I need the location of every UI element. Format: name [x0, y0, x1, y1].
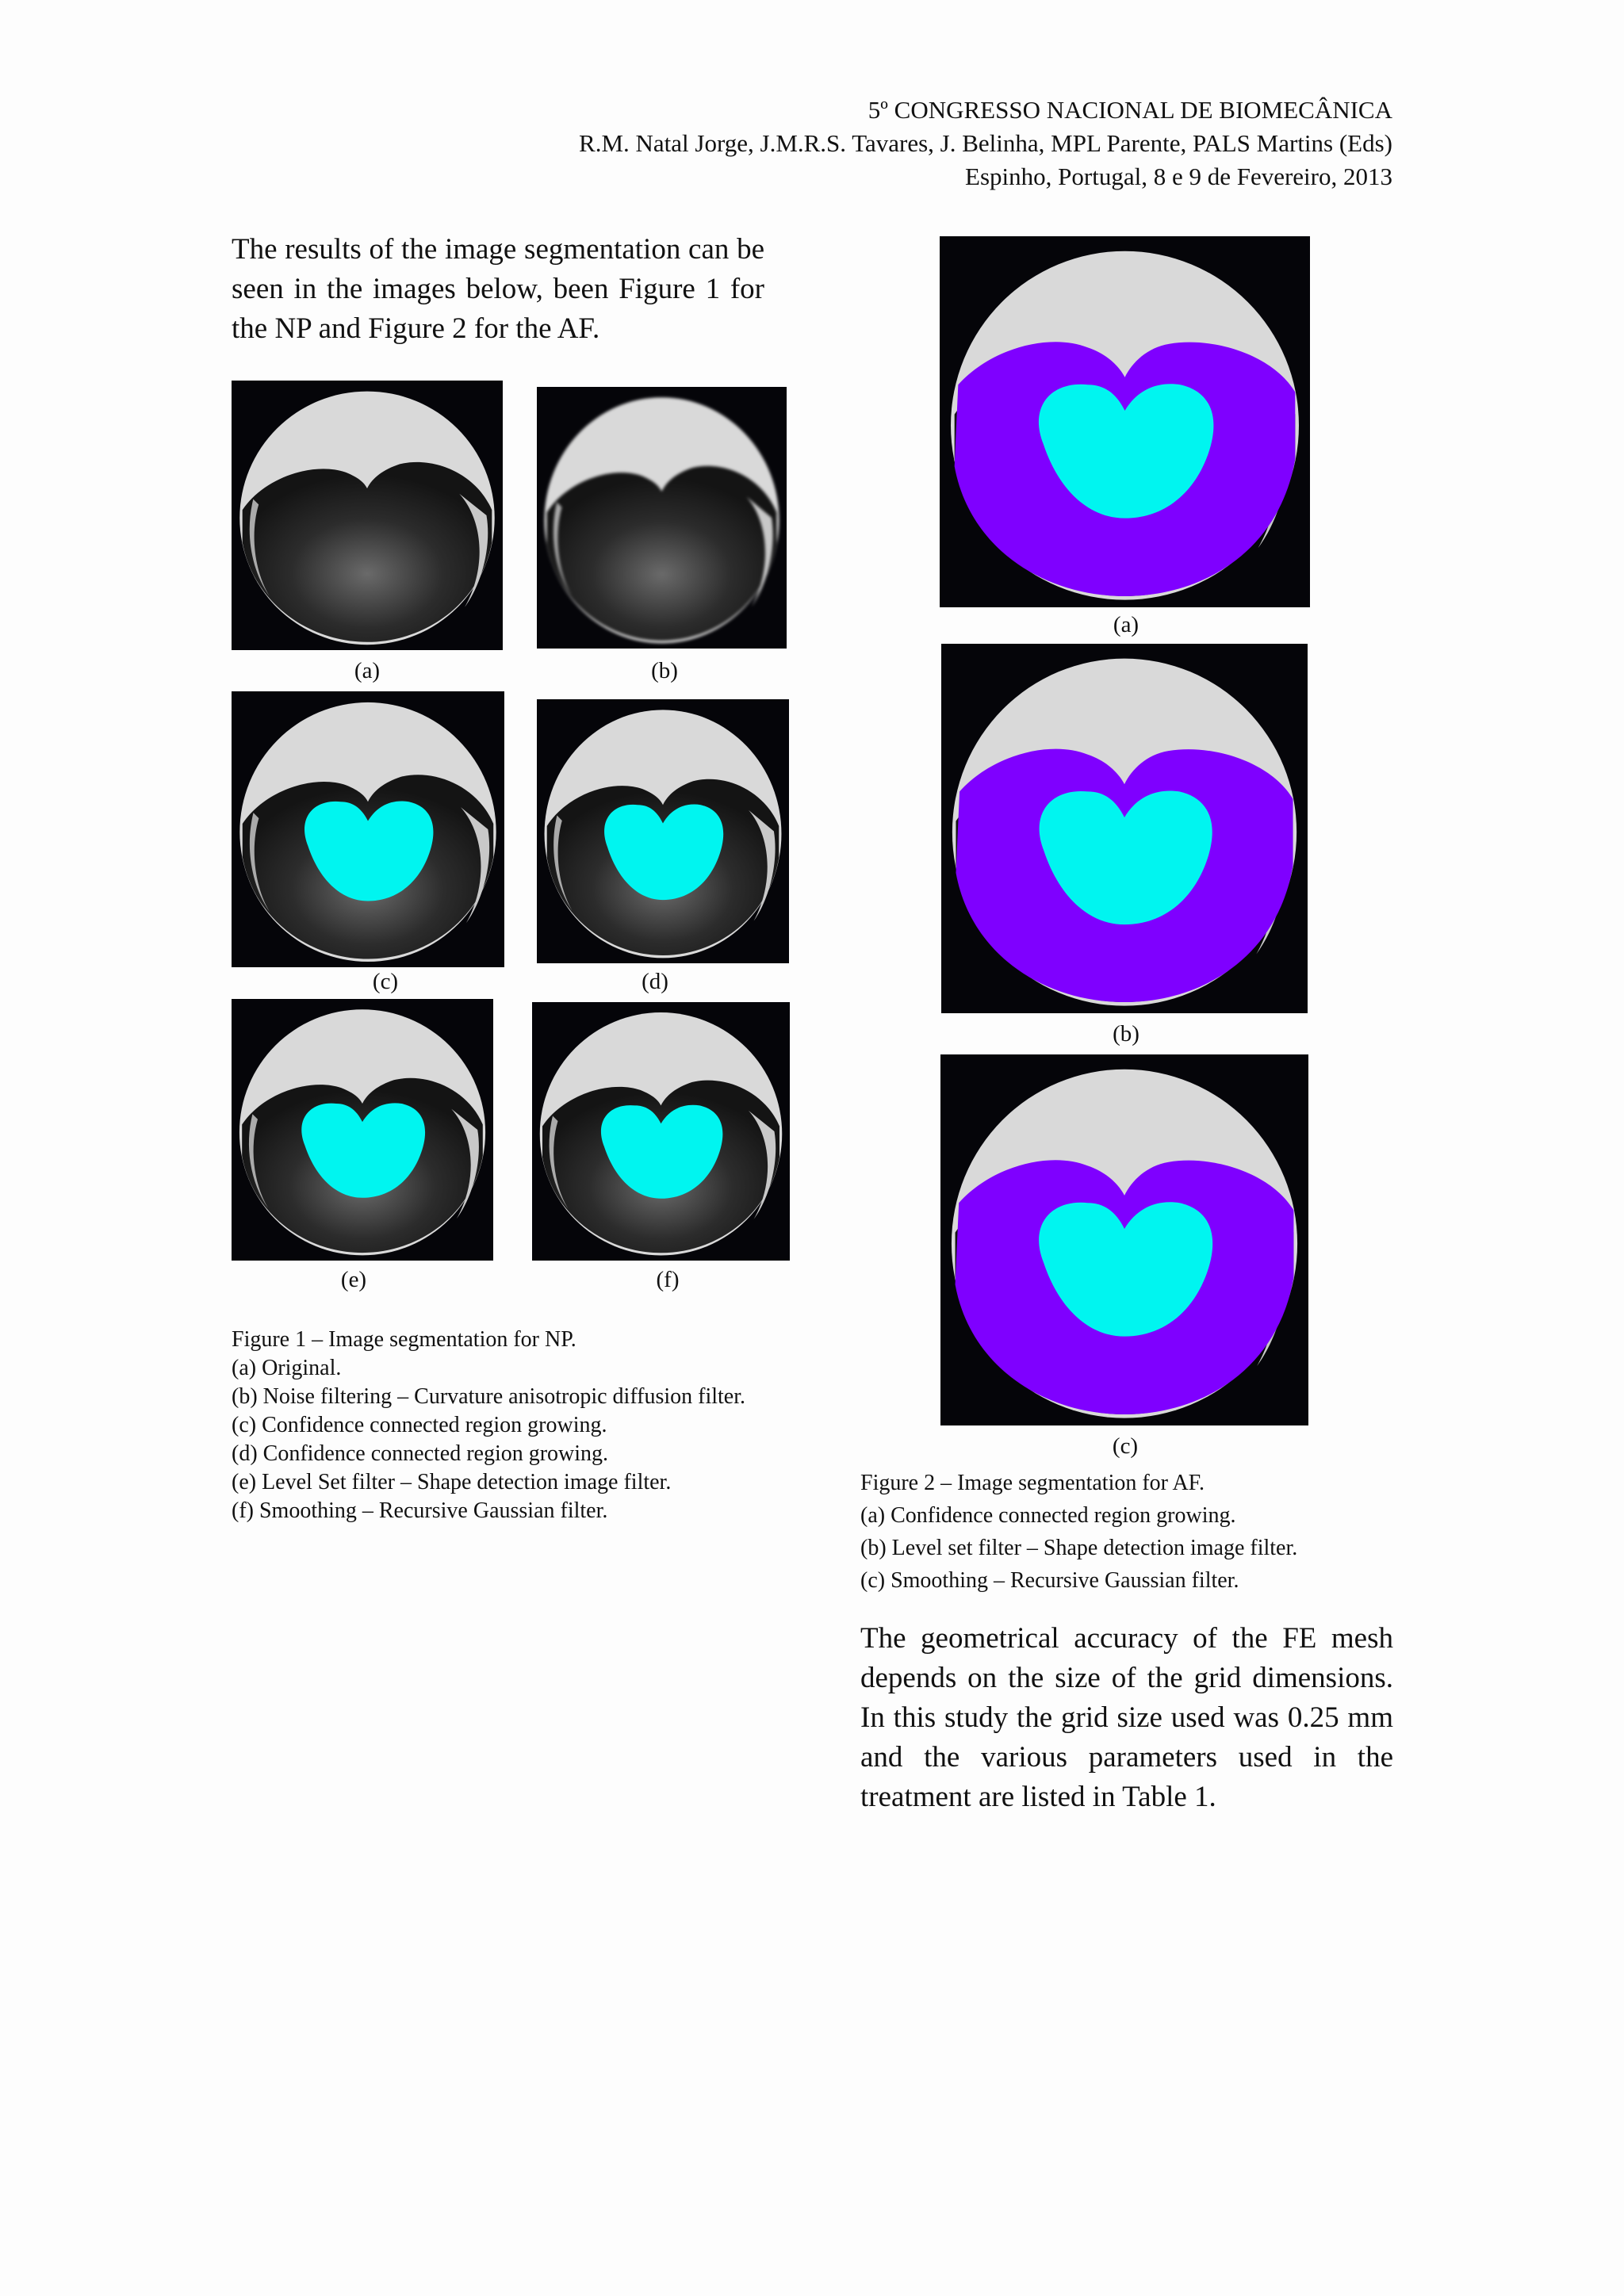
- figure1-image-c-graphic: [232, 691, 504, 967]
- venue-date-line: Espinho, Portugal, 8 e 9 de Fevereiro, 2013: [965, 163, 1392, 190]
- figure2-label-c: (c): [1112, 1433, 1139, 1459]
- figure1-label-d: (d): [642, 969, 668, 994]
- figure1-caption-line: (a) Original.: [232, 1356, 342, 1380]
- figure2-image-c: [940, 1054, 1308, 1425]
- figure2-caption-line: (a) Confidence connected region growing.: [860, 1503, 1236, 1528]
- figure1-caption-line: (b) Noise filtering – Curvature anisotropic diffusion filter.: [232, 1384, 746, 1409]
- figure1-image-e: [232, 999, 493, 1261]
- figure2-label-a: (a): [1113, 612, 1139, 637]
- figure2-image-b: [941, 644, 1308, 1013]
- figure1-image-f: [532, 1002, 790, 1261]
- figure1-label-e: (e): [340, 1267, 367, 1292]
- figure1-caption: [232, 1326, 764, 1525]
- figure1-image-b-graphic: [537, 387, 787, 649]
- figure2-caption: [860, 1467, 1400, 1597]
- figure1-label-c: (c): [372, 969, 399, 994]
- figure2-image-c-graphic: [940, 1054, 1308, 1425]
- figure2-caption-title: Figure 2 – Image segmentation for AF.: [860, 1471, 1205, 1495]
- figure1-image-d: [537, 699, 789, 963]
- figure1-image-f-graphic: [532, 1002, 790, 1261]
- figure1-image-c: [232, 691, 504, 967]
- figure1-caption-line: (f) Smoothing – Recursive Gaussian filter.: [232, 1498, 608, 1523]
- page-header: [579, 94, 1392, 193]
- figure1-label-b: (b): [651, 658, 678, 683]
- conference-title: 5º CONGRESSO NACIONAL DE BIOMECÂNICA: [868, 96, 1392, 124]
- figure2-image-a-graphic: [940, 236, 1310, 607]
- figure1-image-a-graphic: [232, 381, 503, 650]
- figure2-caption-line: (b) Level set filter – Shape detection image filter.: [860, 1536, 1298, 1560]
- figure2-image-b-graphic: [941, 644, 1308, 1013]
- figure1-image-e-graphic: [232, 999, 493, 1261]
- figure1-image-b: [537, 387, 787, 649]
- figure1-label-f: (f): [656, 1267, 680, 1292]
- figure1-caption-line: (e) Level Set filter – Shape detection image filter.: [232, 1470, 672, 1494]
- figure1-caption-line: (c) Confidence connected region growing.: [232, 1413, 607, 1437]
- figure2-label-b: (b): [1113, 1021, 1139, 1047]
- figure1-image-a: [232, 381, 503, 650]
- editors-line: R.M. Natal Jorge, J.M.R.S. Tavares, J. Belinha, MPL Parente, PALS Martins (Eds): [579, 129, 1392, 157]
- figure2-caption-line: (c) Smoothing – Recursive Gaussian filter.: [860, 1568, 1239, 1593]
- figure1-image-d-graphic: [537, 699, 789, 963]
- closing-paragraph: The geometrical accuracy of the FE mesh depends on the size of the grid dimensions. In this study the grid size used was 0.25 mm and the various parameters used in the treatment are listed in Table 1.: [860, 1622, 1393, 1813]
- figure1-caption-line: (d) Confidence connected region growing.: [232, 1441, 609, 1466]
- figure2-image-a: [940, 236, 1310, 607]
- figure1-label-a: (a): [354, 658, 381, 683]
- intro-paragraph: The results of the image segmentation can be seen in the images below, been Figure 1 for the NP and Figure 2 for the AF.: [232, 233, 764, 345]
- figure1-caption-title: Figure 1 – Image segmentation for NP.: [232, 1327, 576, 1352]
